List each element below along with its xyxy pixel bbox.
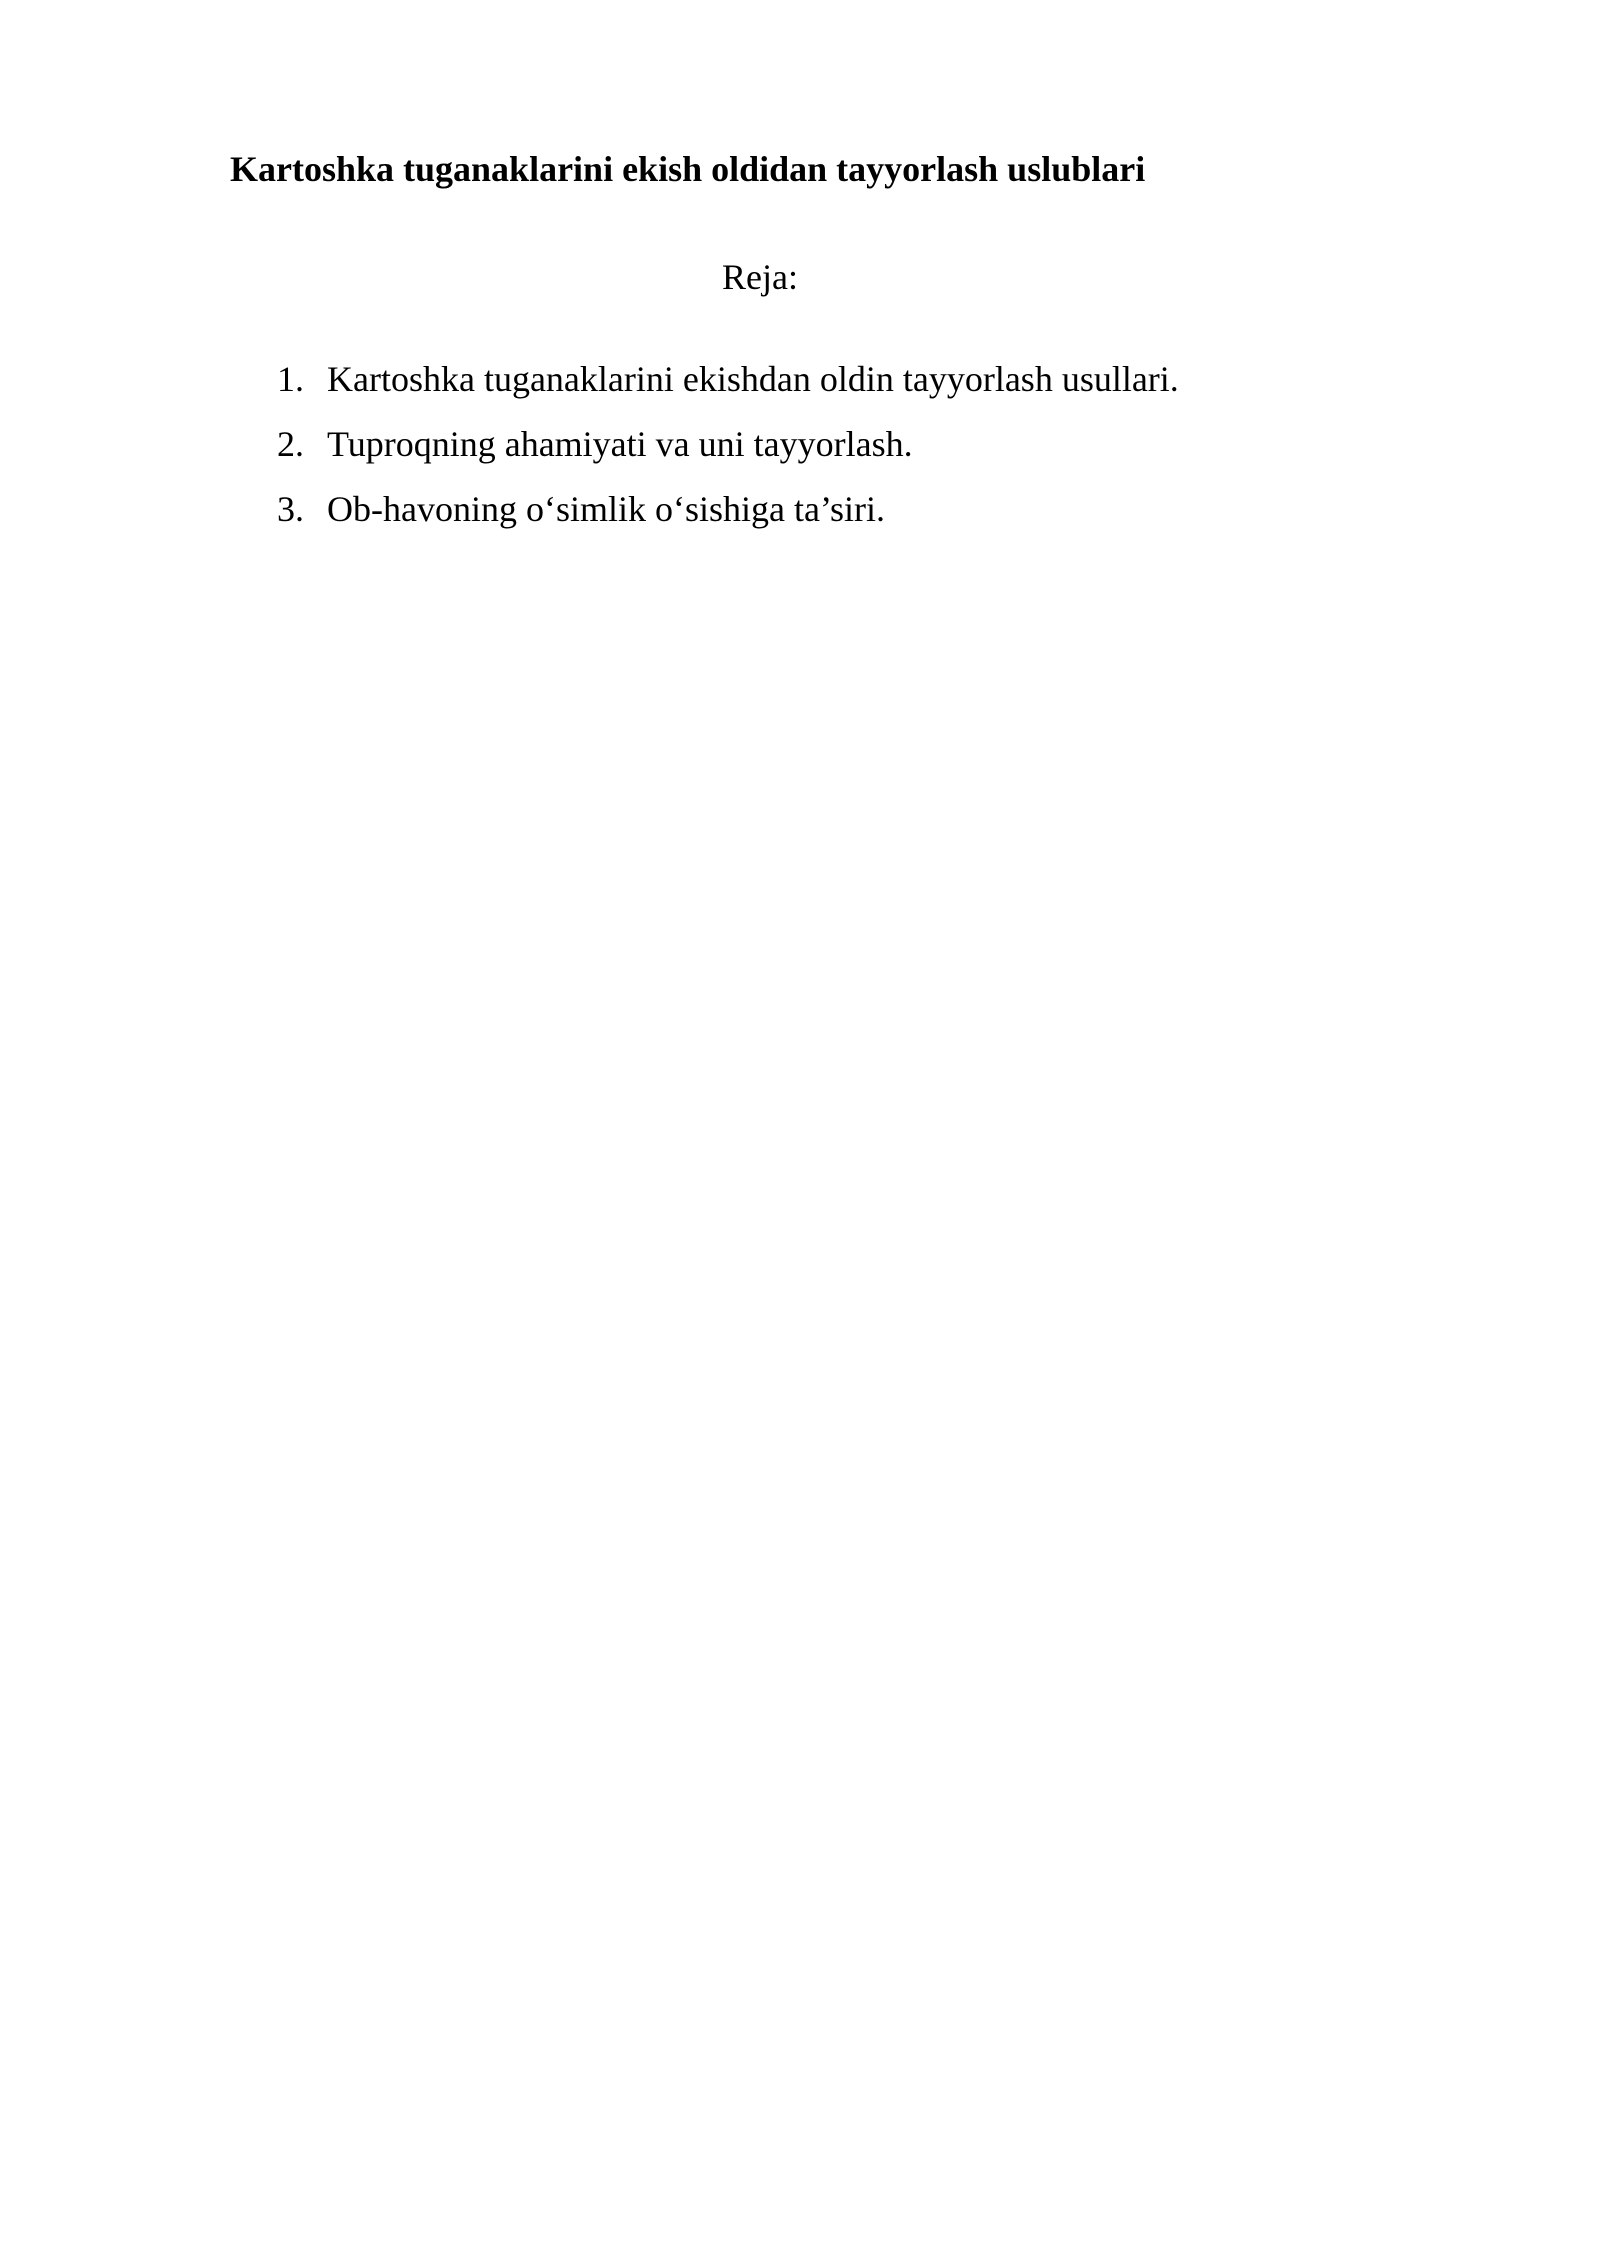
plan-item-text: Tuproqning ahamiyati va uni tayyorlash. [327,424,913,464]
plan-heading: Reja: [722,257,798,297]
plan-list-item [0,426,1600,491]
plan-list-item [0,361,1600,426]
plan-list [0,361,1600,556]
plan-item-text: Kartoshka tuganaklarini ekishdan oldin tayyorlash usullari. [327,359,1179,399]
plan-item-number: 3. [277,489,304,529]
plan-item-number: 1. [277,359,304,399]
plan-list-item [0,491,1600,556]
document-title: Kartoshka tuganaklarini ekish oldidan tayyorlash uslublari [230,149,1146,189]
plan-item-number: 2. [277,424,304,464]
plan-item-text: Ob-havoning o‘simlik o‘sishiga ta’siri. [327,489,885,529]
